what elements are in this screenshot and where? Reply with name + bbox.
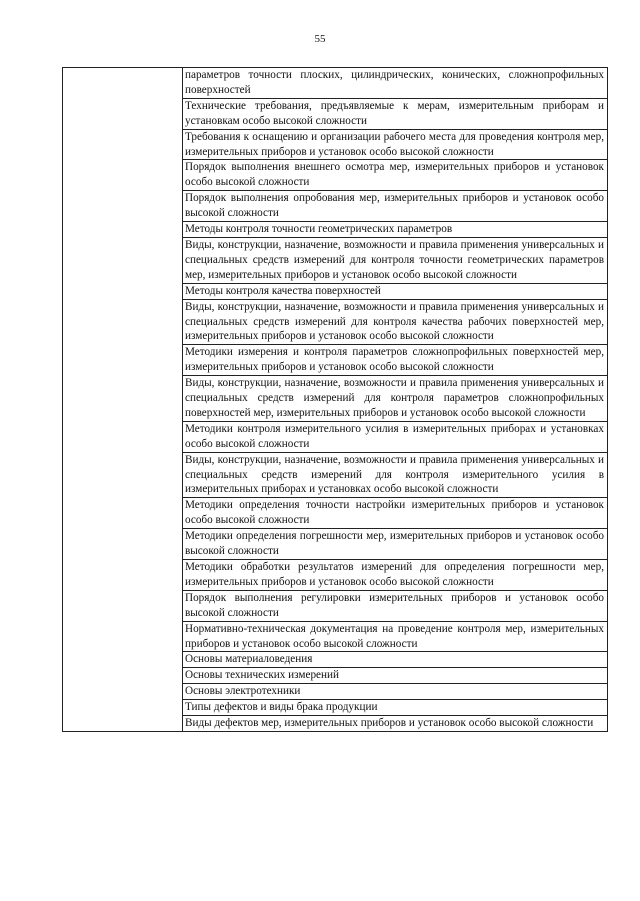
table-row: Основы материаловедения	[183, 652, 607, 668]
table-row: Нормативно-техническая документация на проведение контроля мер, измерительных приборов и установок особо высокой сложности	[183, 622, 607, 653]
page-number: 55	[314, 33, 326, 45]
table-row: Основы электротехники	[183, 684, 607, 700]
table-row: Порядок выполнения опробования мер, измерительных приборов и установок особо высокой сложности	[183, 191, 607, 222]
table-row: Виды, конструкции, назначение, возможности и правила применения универсальных и специальных средств измерений для контроля измерительного усилия в измерительных приборах и установках особо высокой сложности	[183, 453, 607, 499]
table-row: Основы технических измерений	[183, 668, 607, 684]
table-row: Методы контроля качества поверхностей	[183, 284, 607, 300]
table-row: Методики определения погрешности мер, измерительных приборов и установок особо высокой сложности	[183, 529, 607, 560]
table-row: Методики обработки результатов измерений для определения погрешности мер, измерительных приборов и установок особо высокой сложности	[183, 560, 607, 591]
table-row: Виды, конструкции, назначение, возможности и правила применения универсальных и специальных средств измерений для контроля параметров сложнопрофильных поверхностей мер, измерительных приборов и установок особо высокой сложности	[183, 376, 607, 422]
table-row: Методы контроля точности геометрических параметров	[183, 222, 607, 238]
table-row: Порядок выполнения внешнего осмотра мер, измерительных приборов и установок особо высокой сложности	[183, 160, 607, 191]
table-row: параметров точности плоских, цилиндрических, конических, сложнопрофильных поверхностей	[183, 68, 607, 99]
empty-left-column	[63, 68, 183, 731]
table-row: Порядок выполнения регулировки измерительных приборов и установок особо высокой сложности	[183, 591, 607, 622]
table-row: Методики определения точности настройки измерительных приборов и установок особо высокой сложности	[183, 498, 607, 529]
table-row: Виды, конструкции, назначение, возможности и правила применения универсальных и специальных средств измерений для контроля точности геометрических параметров мер, измерительных приборов и установок особо высокой сложности	[183, 238, 607, 284]
table-row: Требования к оснащению и организации рабочего места для проведения контроля мер, измерительных приборов и установок особо высокой сложности	[183, 130, 607, 161]
knowledge-list	[183, 68, 607, 731]
table-row: Виды дефектов мер, измерительных приборов и установок особо высокой сложности	[185, 717, 594, 730]
table-row: Методики измерения и контроля параметров сложнопрофильных поверхностей мер, измерительных приборов и установок особо высокой сложности	[183, 345, 607, 376]
table-row: Методики контроля измерительного усилия в измерительных приборах и установках особо высокой сложности	[183, 422, 607, 453]
table-row: Технические требования, предъявляемые к мерам, измерительным приборам и установкам особо высокой сложности	[183, 99, 607, 130]
table-row: Типы дефектов и виды брака продукции	[183, 700, 607, 716]
knowledge-table	[62, 67, 608, 732]
table-row: Виды, конструкции, назначение, возможности и правила применения универсальных и специальных средств измерений для контроля качества рабочих поверхностей мер, измерительных приборов и установок особо высокой сложности	[183, 300, 607, 346]
